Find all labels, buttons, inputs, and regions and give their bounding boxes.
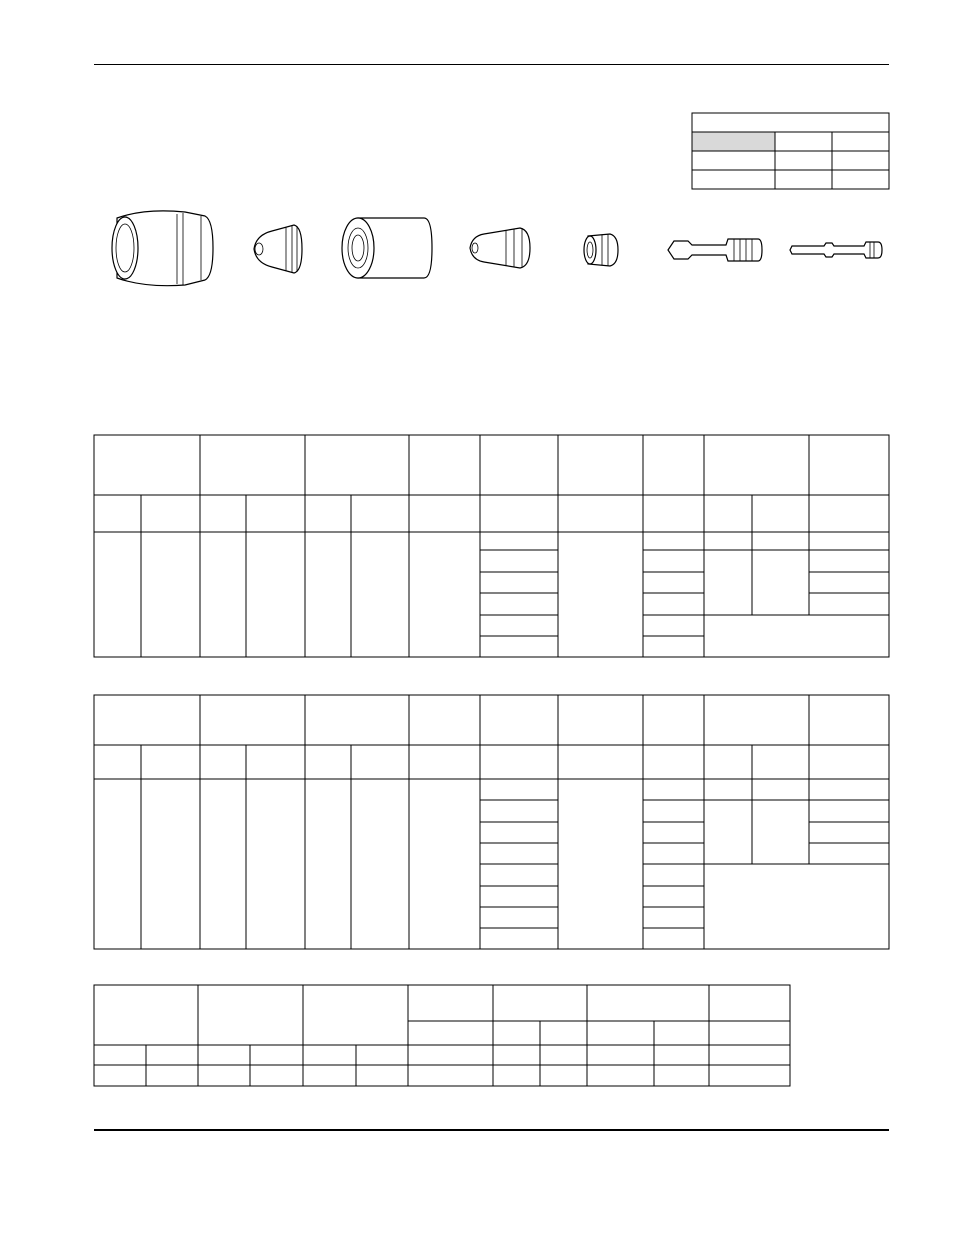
process-table-1 xyxy=(94,435,889,657)
process-table-3 xyxy=(94,985,790,1086)
process-table-2 xyxy=(94,695,889,949)
legend-table xyxy=(692,113,889,189)
